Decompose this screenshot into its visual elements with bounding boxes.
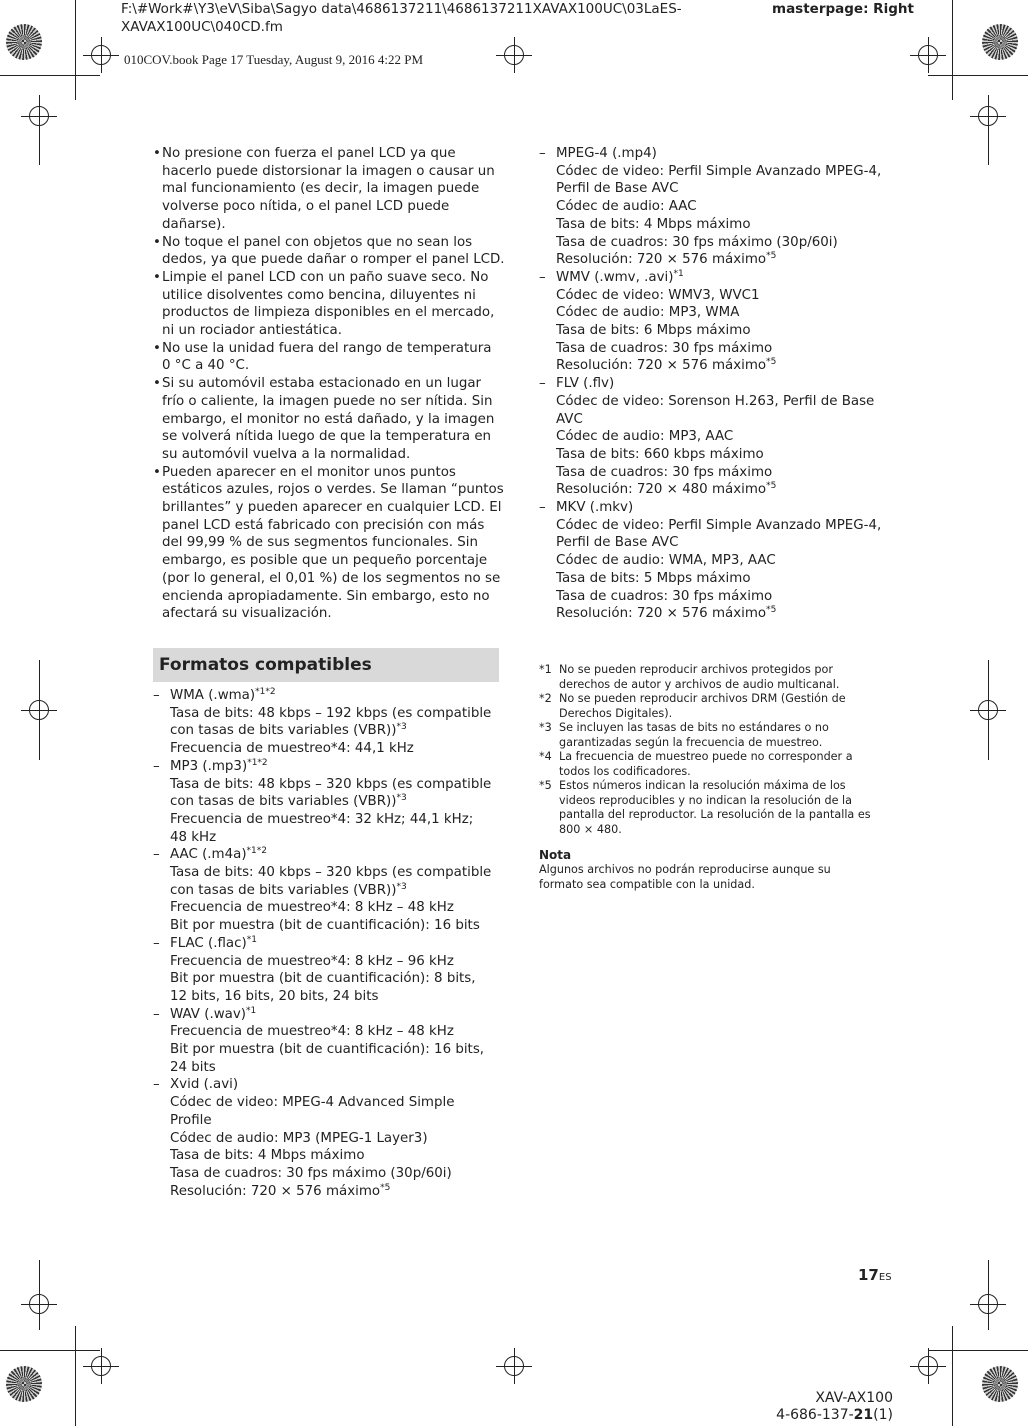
bullet-line: volverse poco nítida, o el panel LCD puede: [162, 199, 450, 215]
footnote: [539, 750, 889, 779]
bullet-line: • Pueden aparecer en el monitor unos puntos: [162, 464, 456, 480]
format-line-text: Tasa de bits: 4 Mbps máximo: [170, 1148, 365, 1164]
format-line: [556, 446, 899, 464]
model-info: [776, 1390, 893, 1424]
format-list-right: [539, 145, 899, 623]
footnote-key: *1: [539, 663, 552, 676]
file-path: F:\#Work#\Y3\eV\Siba\Sagyo data\4686137211\4686137211XAVAX100UC\03LaES- XAVAX100UC\040CD.fm: [121, 1, 682, 35]
registration-target-icon: [978, 106, 998, 126]
footnote-ref: *3: [396, 881, 407, 892]
registration-target-icon: [91, 1356, 111, 1376]
format-line: [556, 287, 899, 305]
footnote-ref: *5: [380, 1182, 391, 1193]
format-line: [170, 864, 503, 882]
registration-target-icon: [918, 1356, 938, 1376]
format-line-text: Xvid (.avi): [170, 1077, 239, 1093]
format-line-text: Códec de video: WMV3, WVC1: [556, 287, 760, 303]
format-line: [556, 322, 899, 340]
format-line-text: Tasa de bits: 48 kbps – 320 kbps (es compatible: [170, 776, 492, 792]
bullet-line: • Limpie el panel LCD con un paño suave seco. No: [162, 269, 489, 285]
format-line: [170, 776, 503, 794]
footnote-line: todos los codificadores.: [559, 764, 691, 778]
format-line: [556, 499, 899, 517]
footnote-ref: *5: [766, 251, 777, 262]
dash-marker: –: [153, 847, 160, 863]
bullet-line: dedos, ya que puede dañar o romper el panel LCD.: [162, 252, 505, 268]
footnote-line: derechos de autor y archivos de audio multicanal.: [559, 677, 840, 691]
registration-target-icon: [29, 1294, 49, 1314]
format-line: [556, 269, 899, 287]
bullet-line: encienda apropiadamente. Sin embargo, esto no: [162, 588, 490, 604]
registration-target-icon: [978, 700, 998, 720]
bullet-line: • Si su automóvil estaba estacionado en un lugar: [162, 376, 482, 392]
format-item: [539, 145, 899, 269]
bullet-line: frío o caliente, la imagen puede no ser nítida. Sin: [162, 393, 493, 409]
format-line: [170, 1059, 503, 1077]
format-line-text: 24 bits: [170, 1059, 216, 1075]
format-line: [170, 722, 503, 740]
format-line-text: con tasas de bits variables (VBR)): [170, 723, 397, 739]
model-name: XAV-AX100: [815, 1390, 893, 1406]
format-line: [170, 1130, 503, 1148]
format-line-text: Bit por muestra (bit de cuantificación): 8 bits,: [170, 971, 476, 987]
format-line: [170, 1183, 503, 1201]
format-item: [153, 1076, 503, 1200]
footnote-key: *4: [539, 750, 552, 763]
bullet-line: embargo, es posible que un pequeño porcentaje: [162, 553, 488, 569]
registration-target-icon: [918, 45, 938, 65]
format-line-text: Tasa de bits: 5 Mbps máximo: [556, 570, 751, 586]
format-line-text: Tasa de bits: 660 kbps máximo: [556, 446, 764, 462]
format-line: [556, 234, 899, 252]
bullet-line: panel LCD está fabricado con precisión con más: [162, 517, 485, 533]
format-line: [556, 570, 899, 588]
format-line-text: Códec de video: Sorenson H.263, Perfil de Base: [556, 393, 875, 409]
footnote-ref: *1*2: [247, 757, 268, 768]
footnote-ref: *1: [246, 934, 257, 945]
format-line-text: Tasa de cuadros: 30 fps máximo (30p/60i): [170, 1165, 452, 1181]
format-line: [556, 393, 899, 411]
format-item: [539, 375, 899, 499]
bullet-line: mal funcionamiento (es decir, la imagen puede: [162, 181, 480, 197]
format-line-text: Códec de audio: MP3 (MPEG-1 Layer3): [170, 1130, 428, 1146]
format-line-text: MPEG-4 (.mp4): [556, 146, 657, 161]
registration-target-icon: [91, 45, 111, 65]
format-line: [170, 829, 503, 847]
format-line-text: Frecuencia de muestreo*4: 8 kHz – 48 kHz: [170, 900, 454, 916]
dash-marker: –: [153, 1077, 160, 1093]
format-line: [170, 1165, 503, 1183]
format-line-text: Frecuencia de muestreo*4: 32 kHz; 44,1 kHz;: [170, 811, 474, 827]
footnote-ref: *1*2: [255, 687, 276, 697]
footnote-line: Se incluyen las tasas de bits no estándares o no: [559, 721, 829, 734]
format-line-text: Profile: [170, 1112, 212, 1128]
masterpage-label: masterpage: Right: [772, 1, 914, 17]
registration-wheel-icon: [6, 24, 42, 60]
format-line: [170, 740, 503, 758]
bullet-line: hacerlo puede distorsionar la imagen o causar un: [162, 163, 495, 179]
format-line-text: WAV (.wav): [170, 1006, 247, 1022]
footnote-ref: *3: [396, 722, 407, 733]
registration-target-icon: [978, 1294, 998, 1314]
format-line: [170, 917, 503, 935]
format-line-text: Códec de audio: MP3, WMA: [556, 305, 740, 321]
format-line: [170, 1006, 503, 1024]
format-line: [556, 534, 899, 552]
format-line-text: Códec de audio: MP3, AAC: [556, 429, 734, 445]
format-line-text: Frecuencia de muestreo*4: 44,1 kHz: [170, 741, 414, 757]
format-line: [556, 588, 899, 606]
format-line-text: WMA (.wma): [170, 688, 256, 703]
format-line-text: MKV (.mkv): [556, 500, 634, 516]
dash-marker: –: [539, 500, 546, 516]
bullet-line: (por lo general, el 0,01 %) de los segmentos no se: [162, 570, 501, 586]
format-line: [170, 811, 503, 829]
format-line-text: AAC (.m4a): [170, 847, 247, 863]
footnote-line: La frecuencia de muestreo puede no corresponder a: [559, 750, 853, 763]
registration-wheel-icon: [982, 24, 1018, 60]
format-line-text: Tasa de cuadros: 30 fps máximo: [556, 464, 773, 480]
footnote-line: Derechos Digitales).: [559, 706, 673, 720]
bullet-line: brillantes” y pueden aparecer en cualquier LCD. El: [162, 500, 502, 516]
format-list-left: [153, 687, 503, 1200]
format-line-text: Resolución: 720 × 576 máximo: [556, 606, 767, 622]
format-line-text: Códec de audio: AAC: [556, 199, 697, 215]
format-line-text: Resolución: 720 × 480 máximo: [556, 482, 767, 498]
format-line-text: FLV (.flv): [556, 376, 615, 392]
footnote-ref: *1: [246, 1005, 257, 1016]
format-line: [170, 793, 503, 811]
bullet-line: • No use la unidad fuera del rango de temperatura: [162, 340, 492, 356]
dash-marker: –: [153, 935, 160, 951]
format-item: [153, 758, 503, 847]
registration-target-icon: [29, 700, 49, 720]
bullet-line: su automóvil vuelva a la normalidad.: [162, 446, 411, 462]
bullet-line: • No toque el panel con objetos que no sean los: [162, 234, 473, 250]
format-item: [539, 269, 899, 375]
format-line: [556, 304, 899, 322]
format-line: [556, 180, 899, 198]
footnote-key: *3: [539, 721, 552, 734]
footnote-line: Estos números indican la resolución máxima de los: [559, 779, 846, 792]
format-line-text: Códec de video: Perfil Simple Avanzado MPEG-4,: [556, 517, 882, 533]
footnote-line: 800 × 480.: [559, 822, 622, 836]
footnote-ref: *1*2: [246, 846, 267, 857]
registration-target-icon: [504, 45, 524, 65]
registration-target-icon: [504, 1356, 524, 1376]
bullet-line: afectará su visualización.: [162, 606, 332, 622]
bullet-line: ni un rociador antiestática.: [162, 323, 342, 339]
bullet-line: 0 °C a 40 °C.: [162, 358, 250, 374]
format-item: [539, 499, 899, 623]
format-line: [170, 988, 503, 1006]
dash-marker: –: [539, 269, 546, 285]
format-line: [170, 1023, 503, 1041]
format-line: [170, 1094, 503, 1112]
format-line: [556, 216, 899, 234]
format-line: [170, 970, 503, 988]
format-line: [170, 1147, 503, 1165]
note-text: [539, 863, 889, 892]
format-line-text: MP3 (.mp3): [170, 758, 248, 774]
format-line: [556, 605, 899, 623]
dash-marker: –: [153, 1006, 160, 1022]
footnote-line: No se pueden reproducir archivos DRM (Gestión de: [559, 692, 846, 705]
format-line-text: Perfil de Base AVC: [556, 535, 679, 551]
footnote: [539, 692, 889, 721]
format-line-text: FLAC (.flac): [170, 935, 247, 951]
format-line-text: Bit por muestra (bit de cuantificación): 16 bits: [170, 918, 480, 934]
footnote: [539, 663, 889, 692]
format-line-text: Resolución: 720 × 576 máximo: [556, 358, 767, 374]
footnote-line: pantalla del reproductor. La resolución de la pantalla es: [559, 808, 871, 821]
bullet-line: productos de limpieza disponibles en el mercado,: [162, 305, 495, 321]
bullet-line: se volverá nítida luego de que la temperatura en: [162, 429, 492, 445]
bullet-item: [153, 269, 503, 340]
format-line: [170, 846, 503, 864]
bullet-line: dañarse).: [162, 216, 226, 232]
format-item: [153, 935, 503, 1006]
format-line-text: con tasas de bits variables (VBR)): [170, 794, 397, 810]
footnote-line: No se pueden reproducir archivos protegidos por: [559, 663, 833, 676]
section-title: Formatos compatibles: [153, 648, 499, 682]
format-line: [556, 517, 899, 535]
format-line-text: Frecuencia de muestreo*4: 8 kHz – 48 kHz: [170, 1024, 454, 1040]
format-line: [170, 1076, 503, 1094]
format-line: [170, 687, 503, 705]
bullet-item: [153, 145, 503, 234]
format-line: [556, 163, 899, 181]
format-line-text: con tasas de bits variables (VBR)): [170, 882, 397, 898]
footnote-ref: *5: [766, 481, 777, 492]
format-line-text: WMV (.wmv, .avi): [556, 269, 674, 285]
note-title: Nota: [539, 848, 572, 862]
precautions-list: [153, 145, 503, 623]
format-line-text: Tasa de bits: 4 Mbps máximo: [556, 216, 751, 232]
bullet-item: [153, 234, 503, 269]
footnote-line: garantizadas según la frecuencia de muestreo.: [559, 735, 823, 749]
bullet-line: del 99,99 % de sus segmentos funcionales. Sin: [162, 535, 478, 551]
format-line: [170, 1041, 503, 1059]
format-line-text: Códec de video: MPEG-4 Advanced Simple: [170, 1095, 455, 1111]
format-line: [170, 953, 503, 971]
format-line-text: 12 bits, 16 bits, 20 bits, 24 bits: [170, 988, 379, 1004]
bullet-line: • No presione con fuerza el panel LCD ya que: [162, 146, 456, 161]
format-line: [170, 1112, 503, 1130]
format-line: [556, 251, 899, 269]
registration-target-icon: [29, 106, 49, 126]
note-block: [539, 847, 889, 892]
format-line: [556, 198, 899, 216]
format-line-text: Tasa de cuadros: 30 fps máximo (30p/60i): [556, 234, 838, 250]
format-line: [170, 899, 503, 917]
format-line-text: Frecuencia de muestreo*4: 8 kHz – 96 kHz: [170, 953, 454, 969]
format-line: [556, 340, 899, 358]
bullet-item: [153, 464, 503, 623]
format-line-text: Perfil de Base AVC: [556, 181, 679, 197]
format-line: [556, 428, 899, 446]
note-line: Algunos archivos no podrán reproducirse aunque su: [539, 863, 831, 876]
footnote-ref: *1: [673, 268, 684, 279]
footnote: [539, 721, 889, 750]
format-line-text: Tasa de cuadros: 30 fps máximo: [556, 340, 773, 356]
dash-marker: –: [539, 376, 546, 392]
format-line: [556, 411, 899, 429]
format-line-text: AVC: [556, 411, 583, 427]
format-line-text: Tasa de cuadros: 30 fps máximo: [556, 588, 773, 604]
footnote-line: videos reproducibles y no indican la resolución de la: [559, 793, 853, 807]
format-line-text: Tasa de bits: 6 Mbps máximo: [556, 323, 751, 339]
footnotes: [539, 663, 889, 837]
format-line-text: Bit por muestra (bit de cuantificación): 16 bits,: [170, 1042, 485, 1058]
format-line: [170, 935, 503, 953]
dash-marker: –: [153, 758, 160, 774]
footnote-ref: *5: [766, 357, 777, 368]
footnote-key: *5: [539, 779, 552, 792]
format-line: [170, 758, 503, 776]
format-line: [556, 552, 899, 570]
format-line-text: Resolución: 720 × 576 máximo: [556, 252, 767, 268]
format-line-text: Resolución: 720 × 576 máximo: [170, 1183, 381, 1199]
format-item: [153, 687, 503, 758]
registration-wheel-icon: [982, 1366, 1018, 1402]
footnote-ref: *5: [766, 605, 777, 616]
format-line-text: 48 kHz: [170, 829, 217, 845]
bullet-item: [153, 340, 503, 375]
bullet-line: embargo, el monitor no está dañado, y la imagen: [162, 411, 495, 427]
model-code: 4-686-137-21(1): [776, 1407, 893, 1423]
format-line: [556, 145, 899, 163]
format-line: [556, 464, 899, 482]
format-item: [153, 846, 503, 935]
format-line: [170, 882, 503, 900]
format-line: [556, 481, 899, 499]
format-line: [170, 705, 503, 723]
footnote-ref: *3: [396, 793, 407, 804]
format-line-text: Tasa de bits: 40 kbps – 320 kbps (es compatible: [170, 865, 492, 881]
format-line-text: Códec de audio: WMA, MP3, AAC: [556, 553, 776, 569]
book-stamp: 010COV.book Page 17 Tuesday, August 9, 2016 4:22 PM: [124, 52, 424, 67]
bullet-line: utilice disolventes como bencina, diluyentes ni: [162, 287, 476, 303]
bullet-line: estáticos azules, rojos o verdes. Se llaman “puntos: [162, 482, 504, 498]
page-number: 17ES: [858, 1266, 892, 1284]
dash-marker: –: [153, 688, 160, 703]
format-line-text: Tasa de bits: 48 kbps – 192 kbps (es compatible: [170, 705, 492, 721]
footnote-key: *2: [539, 692, 552, 705]
footnote: [539, 779, 889, 837]
format-line-text: Códec de video: Perfil Simple Avanzado MPEG-4,: [556, 163, 882, 179]
format-line: [556, 357, 899, 375]
dash-marker: –: [539, 146, 546, 161]
bullet-item: [153, 375, 503, 464]
format-item: [153, 1006, 503, 1077]
note-line: formato sea compatible con la unidad.: [539, 877, 755, 891]
registration-wheel-icon: [6, 1366, 42, 1402]
format-line: [556, 375, 899, 393]
